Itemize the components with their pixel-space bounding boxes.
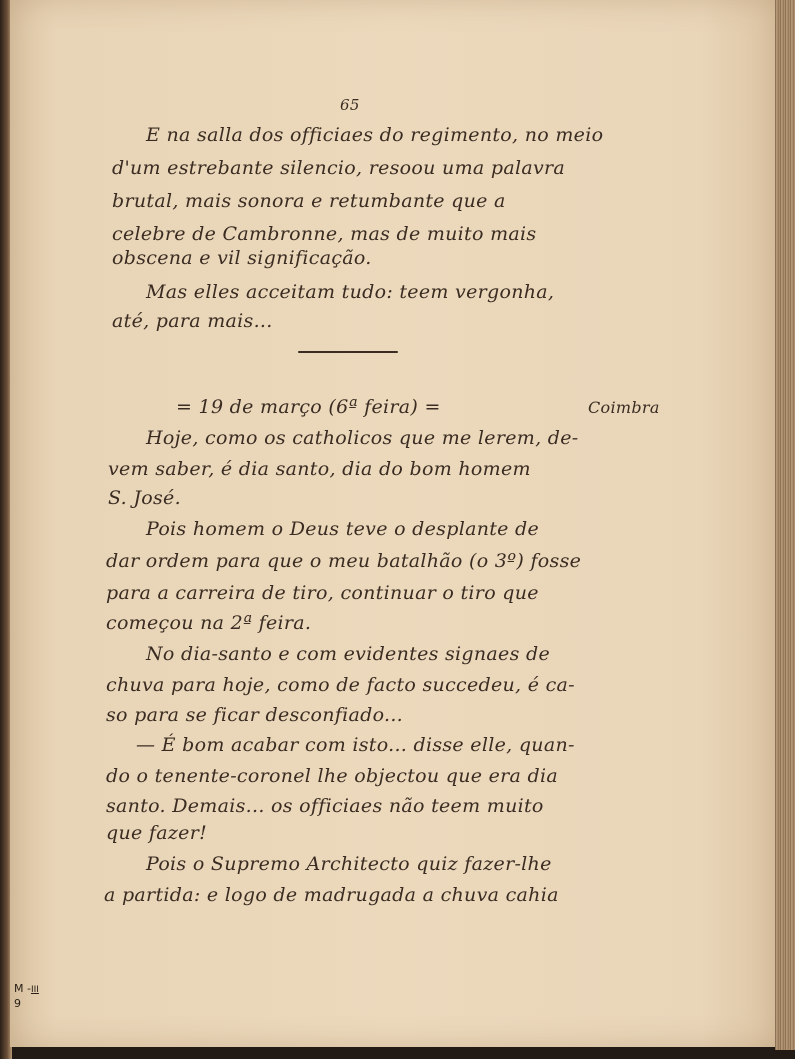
text-line: Mas elles acceitam tudo: teem vergonha, [146,281,555,303]
text-line: Pois homem o Deus teve o desplante de [146,518,540,540]
date-heading: = 19 de março (6ª feira) = [176,396,441,418]
text-line: so para se ficar desconfiado... [106,704,403,726]
text-line: obscena e vil significação. [112,247,372,269]
text-line: a partida: e logo de madrugada a chuva cahia [104,884,559,906]
text-line: para a carreira de tiro, continuar o tiro que [106,582,539,604]
text-line: chuva para hoje, como de facto succedeu, é ca- [106,674,575,696]
text-line: até, para mais... [112,310,273,332]
text-line: Pois o Supremo Architecto quiz fazer-lhe [146,853,552,875]
page-number: 65 [340,96,360,114]
section-divider [298,351,398,353]
text-line: vem saber, é dia santo, dia do bom homem [108,458,531,480]
archive-series: M - [14,982,31,995]
text-line: S. José. [108,487,181,509]
text-line: d'um estrebante silencio, resoou uma palavra [112,157,565,179]
text-line: Hoje, como os catholicos que me lerem, de- [146,427,579,449]
text-line: santo. Demais... os officiaes não teem muito [106,795,544,817]
text-line: No dia-santo e com evidentes signaes de [146,643,551,665]
text-line: brutal, mais sonora e retumbante que a [112,190,506,212]
text-line: E na salla dos officiaes do regimento, no meio [146,124,604,146]
archive-shelfmark [14,982,39,1011]
text-line: dar ordem para que o meu batalhão (o 3º) fosse [106,550,582,572]
text-line: que fazer! [106,822,208,844]
text-line: celebre de Cambronne, mas de muito mais [112,223,537,245]
archive-item: 9 [14,997,21,1010]
text-line: do o tenente-coronel lhe objectou que era dia [106,765,558,787]
page-edges [775,0,795,1050]
archive-volume: III [30,985,39,995]
place-name: Coimbra [588,398,660,417]
text-line: — É bom acabar com isto... disse elle, quan- [136,734,575,756]
text-line: começou na 2ª feira. [106,612,312,634]
